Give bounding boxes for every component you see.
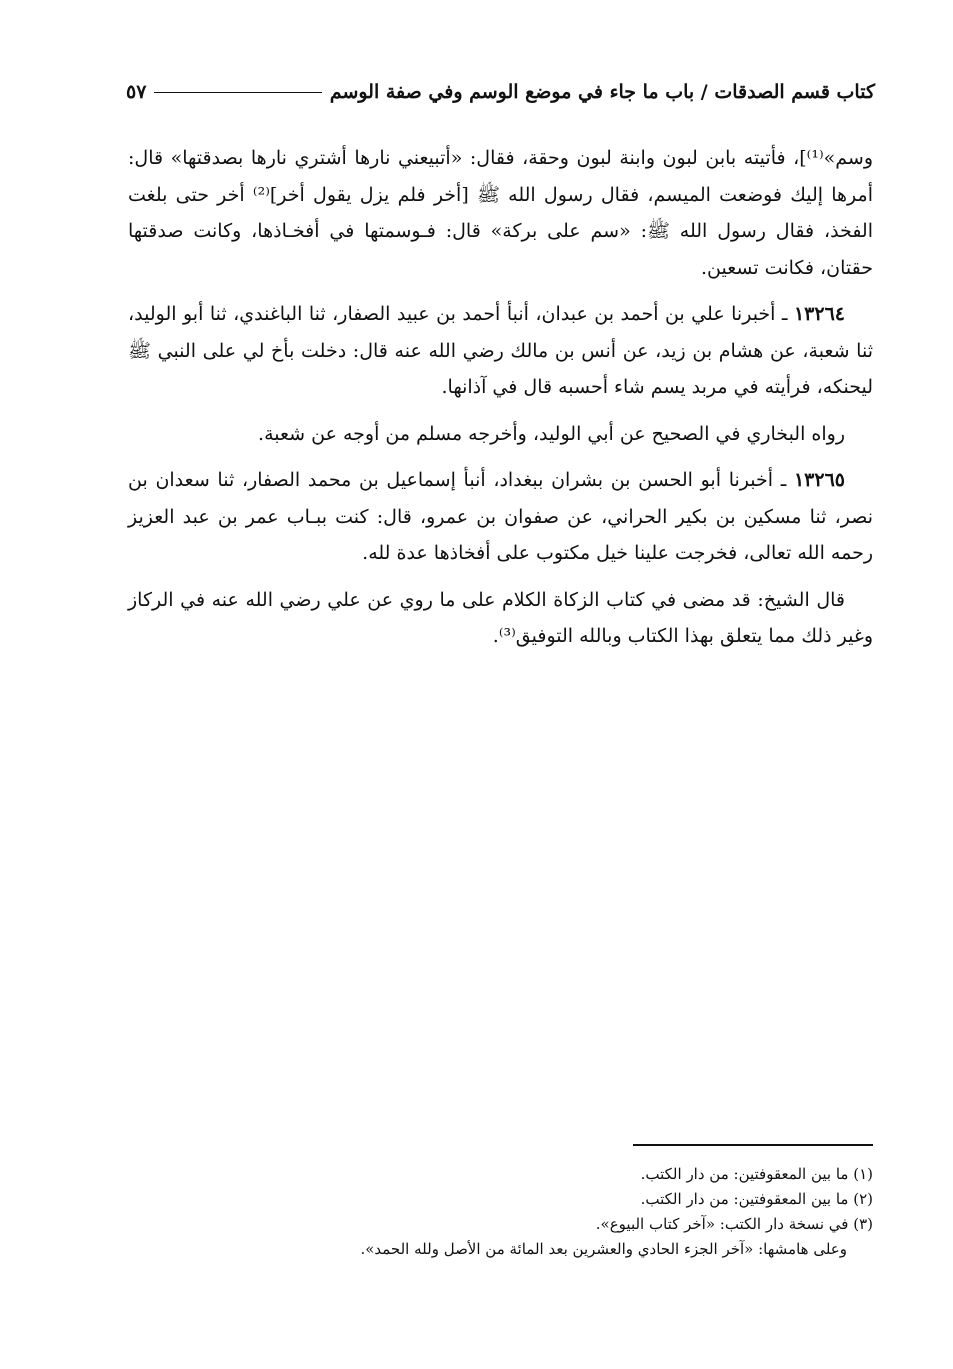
paragraph-text: وسم»⁽¹⁾]، فأتيته بابن لبون وابنة لبون وحقة، فقال: «أتبيعني نارها أشتري نارها بصدقتها» قال: أمرها إليك فوضعت الميسم، فقال رسول الله ﷺ [أخر فلم يزل يقول أخر]⁽²⁾ أخر حتى بلغت الفخذ، فقال رسول الله ﷺ: «سم على بركة» قال: فـوسمتها في أفخـاذها، وكانت صدقتها حقتان، فكانت تسعين.: [128, 147, 873, 279]
paragraph-narration: [128, 416, 873, 453]
footnote-2: (٢) ما بين المعقوفتين: من دار الكتب.: [640, 1190, 873, 1208]
footnote-3: (٣) في نسخة دار الكتب: «آخر كتاب البيوع».: [595, 1215, 873, 1233]
hadith-number: ١٣٢٦٥: [793, 469, 845, 491]
paragraph-text: رواه البخاري في الصحيح عن أبي الوليد، وأخرجه مسلم من أوجه عن شعبة.: [258, 422, 845, 445]
header-rule: [154, 92, 321, 93]
footnotes: [128, 1162, 873, 1262]
hadith-13264: [128, 296, 873, 406]
paragraph-sheikh-remark: [128, 582, 873, 655]
page-number: ٥٧: [126, 81, 147, 103]
paragraph-text: ـ أخبرنا أبو الحسن بن بشران ببغداد، أنبأ إسماعيل بن محمد الصفار، ثنا سعدان بن نصر، ثنا مسكين بن بكير الحراني، عن صفوان بن عمرو، قال: كنت ببـاب عمر بن عبد العزيز رحمه الله تعالى، فخرجت علينا خيل مكتوب على أفخاذها عدة لله.: [128, 469, 873, 564]
running-header: [126, 76, 875, 108]
hadith-number: ١٣٢٦٤: [793, 303, 845, 325]
footnote-1: (١) ما بين المعقوفتين: من دار الكتب.: [640, 1165, 873, 1183]
paragraph-continuation: [128, 140, 873, 286]
footnote-3-continuation: وعلى هامشها: «آخر الجزء الحادي والعشرين بعد المائة من الأصل ولله الحمد».: [360, 1240, 847, 1258]
paragraph-text: قال الشيخ: قد مضى في كتاب الزكاة الكلام على ما روي عن علي رضي الله عنه في الركاز وغير ذلك مما يتعلق بهذا الكتاب وبالله التوفيق⁽³⁾.: [128, 588, 873, 647]
header-title: كتاب قسم الصدقات / باب ما جاء في موضع الوسم وفي صفة الوسم: [329, 81, 875, 103]
main-text: [128, 140, 873, 655]
footnote-separator: [633, 1144, 873, 1146]
hadith-13265: [128, 462, 873, 572]
paragraph-text: ـ أخبرنا علي بن أحمد بن عبدان، أنبأ أحمد بن عبيد الصفار، ثنا الباغندي، ثنا أبو الوليد، ثنا شعبة، عن هشام بن زيد، عن أنس بن مالك رضي الله عنه قال: دخلت بأخ لي على النبي ﷺ ليحنكه، فرأيته في مربد يسم شاء أحسبه قال في آذانها.: [128, 303, 873, 398]
